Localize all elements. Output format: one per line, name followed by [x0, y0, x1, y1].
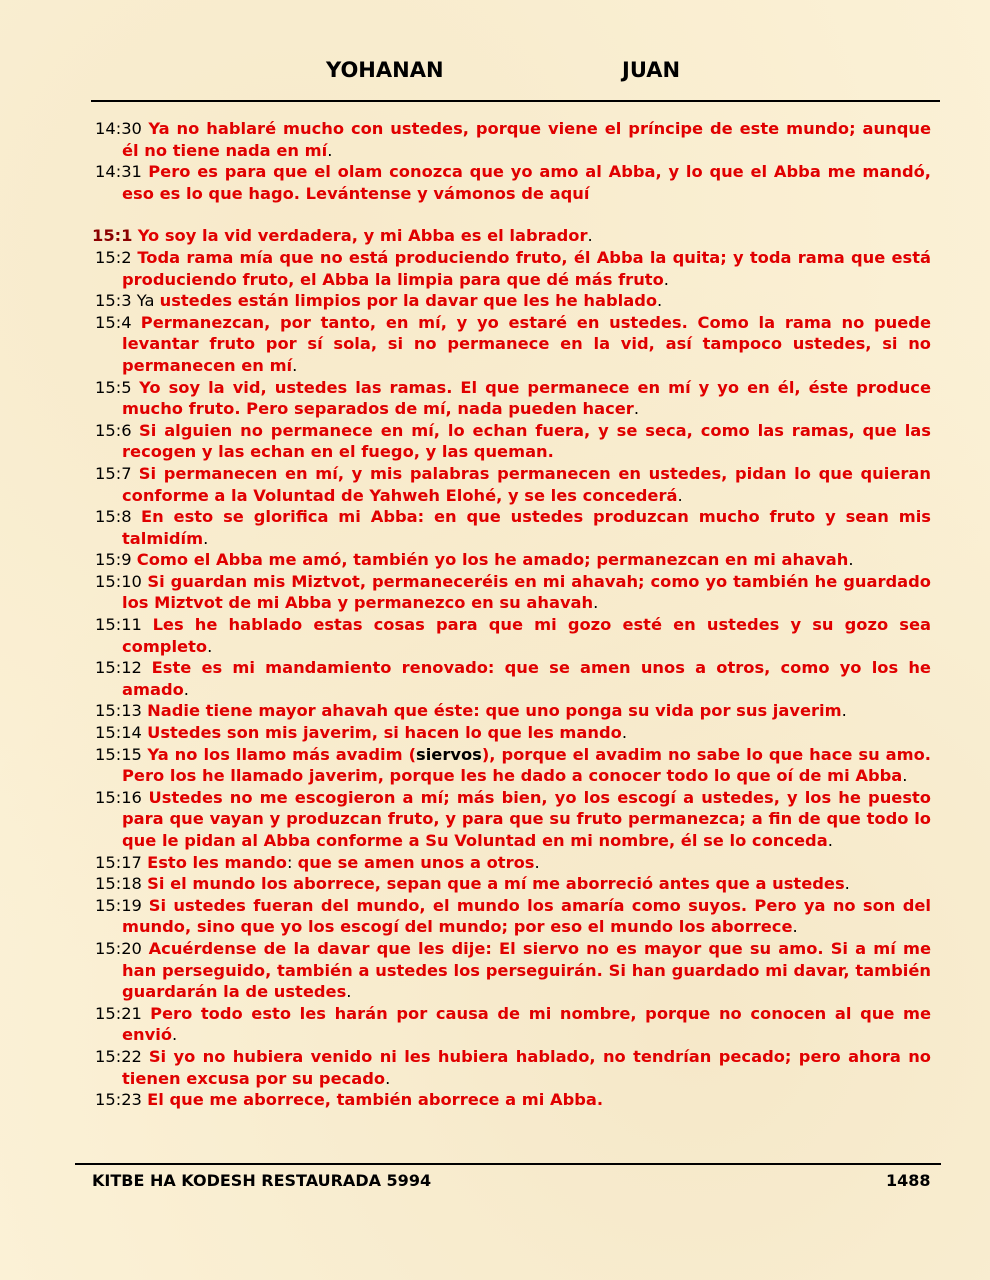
verse-reference: 14:31	[95, 162, 142, 182]
verse-end-punctuation: .	[534, 852, 540, 872]
verse-text: Si guardan mis Miztvot, permaneceréis en mi ahavah; como yo también he guardado los Miztvot de mi Abba y permanezco en su ahavah	[122, 571, 931, 613]
publication-title: KITBE HA KODESH RESTAURADA 5994	[92, 1171, 432, 1190]
verse-text: Yo soy la vid, ustedes las ramas. El que permanece en mí y yo en él, éste produce mucho fruto. Pero separados de mí, nada pueden hacer	[122, 377, 931, 419]
verse-end-punctuation: .	[633, 399, 640, 419]
verse-text: Les he hablado estas cosas para que mi gozo esté en ustedes y su gozo sea completo	[122, 615, 931, 656]
verse-gloss: siervos	[416, 744, 482, 764]
verse-text: Toda rama mía que no está produciendo fruto, él Abba la quita; y toda rama que está produciendo fruto, el Abba la limpia para que dé más fruto	[122, 247, 931, 289]
verse-text: Nadie tiene mayor ahavah que éste: que uno ponga su vida por sus javerim	[147, 701, 842, 721]
verse-text: Ustedes son mis javerim, si hacen lo que les mando	[147, 723, 622, 743]
verse-text: Si el mundo los aborrece, sepan que a mí me aborreció antes que a ustedes	[147, 874, 845, 894]
verse-reference: 15:2	[95, 247, 132, 267]
verse-reference: 15:6	[95, 420, 132, 440]
verse-15-8	[95, 506, 931, 549]
verse-15-9	[95, 549, 931, 571]
verse-15-6	[95, 420, 931, 463]
verse-reference: 14:30	[95, 119, 142, 138]
verse-text: Como el Abba me amó, también yo los he amado; permanezcan en mi ahavah	[136, 550, 849, 570]
verse-text: Esto les mando	[147, 852, 287, 872]
verse-reference: 15:11	[95, 615, 142, 635]
verse-end-punctuation: .	[292, 355, 298, 375]
verse-reference: 15:20	[95, 938, 142, 958]
verse-end-punctuation: .	[587, 226, 593, 246]
verse-15-23	[95, 1089, 931, 1111]
verse-end-punctuation: .	[657, 291, 663, 311]
verse-text: En esto se glorifica mi Abba: en que ustedes produzcan mucho fruto y sean mis talmidím	[122, 507, 931, 548]
verse-15-4	[95, 312, 931, 377]
verse-15-22	[95, 1046, 931, 1089]
verse-end-punctuation: .	[203, 528, 209, 548]
verse-reference: 15:14	[95, 723, 142, 743]
verse-end-punctuation: .	[677, 485, 683, 505]
verse-reference: 15:8	[95, 507, 132, 527]
book-title-spanish: JUAN	[622, 58, 681, 82]
verse-text: El que me aborrece, también aborrece a mi Abba.	[147, 1090, 604, 1110]
verse-text: Pero todo esto les harán por causa de mi nombre, porque no conocen al que me envió	[122, 1003, 931, 1045]
verse-15-21	[95, 1003, 931, 1046]
verse-text: Ya no hablaré mucho con ustedes, porque viene el príncipe de este mundo; aunque él no tiene nada en mí	[122, 119, 931, 160]
verse-reference: 15:10	[95, 571, 142, 591]
verse-reference: 15:18	[95, 874, 142, 894]
verse-15-16	[95, 787, 931, 852]
verse-text-continued: que se amen unos a otros	[297, 852, 535, 872]
verse-reference: 15:1	[92, 226, 133, 246]
verse-15-10	[95, 571, 931, 614]
verse-text: Si yo no hubiera venido ni les hubiera hablado, no tendrían pecado; pero ahora no tienen excusa por su pecado	[122, 1046, 931, 1088]
page-number: 1488	[886, 1171, 931, 1190]
verse-text: Ya no los llamo más avadim (	[147, 744, 417, 764]
verse-15-12	[95, 657, 931, 700]
verse-end-punctuation: .	[827, 831, 833, 850]
verse-end-punctuation: .	[346, 982, 352, 1002]
verse-text: Acuérdense de la davar que les dije: El siervo no es mayor que su amo. Si a mí me han perseguido, también a ustedes los perseguirán. Si han guardado mi davar, también guardarán la de ustedes	[122, 938, 931, 1002]
verse-reference: 15:12	[95, 658, 142, 678]
verse-text: Este es mi mandamiento renovado: que se amen unos a otros, como yo los he amado	[122, 658, 931, 699]
scripture-text	[92, 118, 931, 1111]
verse-reference: 15:15	[95, 744, 142, 764]
verse-end-punctuation: .	[621, 723, 628, 743]
verse-end-punctuation: .	[183, 679, 189, 699]
verse-15-14	[95, 722, 931, 744]
verse-end-punctuation: .	[848, 550, 854, 570]
verse-reference: 15:5	[95, 377, 132, 397]
verse-reference: 15:22	[95, 1046, 142, 1066]
verse-reference: 15:19	[95, 895, 142, 915]
verse-15-15	[95, 744, 931, 787]
verse-15-11	[95, 614, 931, 657]
verse-reference: 15:21	[95, 1003, 142, 1023]
verse-text: Si ustedes fueran del mundo, el mundo los amaría como suyos. Pero ya no son del mundo, sino que yo los escogí del mundo; por eso el mundo los aborrece	[122, 895, 931, 937]
verse-reference: 15:9	[95, 550, 132, 570]
header-divider	[91, 100, 940, 102]
verse-reference: 15:3	[95, 291, 132, 311]
verse-end-punctuation: .	[902, 766, 908, 786]
verse-reference: 15:16	[95, 787, 142, 807]
page-header	[0, 58, 990, 90]
verse-15-7	[95, 463, 931, 506]
verse-separator: :	[286, 852, 298, 872]
verse-text: Permanezcan, por tanto, en mí, y yo estaré en ustedes. Como la rama no puede levantar fruto por sí sola, si no permanece en la vid, así tampoco ustedes, si no permanecen en mí	[122, 312, 931, 375]
verse-end-punctuation: .	[663, 269, 669, 289]
verse-text: Yo soy la vid verdadera, y mi Abba es el labrador	[137, 226, 588, 246]
verse-end-punctuation: .	[792, 917, 798, 937]
verse-end-punctuation: .	[207, 636, 213, 656]
verse-end-punctuation: .	[593, 593, 599, 613]
verse-prefix: Ya	[136, 291, 160, 311]
verse-15-2	[95, 247, 931, 290]
verse-text: Pero es para que el olam conozca que yo amo al Abba, y lo que el Abba me mandó, eso es lo que hago. Levántense y vámonos de aquí	[122, 162, 931, 203]
verse-end-punctuation: .	[172, 1025, 178, 1045]
verse-15-19	[95, 895, 931, 938]
verse-15-13	[95, 700, 931, 722]
verse-15-18	[95, 873, 931, 895]
verse-15-3	[95, 290, 931, 312]
verse-end-punctuation: .	[844, 874, 850, 894]
footer-divider	[75, 1163, 941, 1165]
verse-15-20	[95, 938, 931, 1003]
verse-end-punctuation: .	[385, 1068, 391, 1088]
verse-end-punctuation: .	[327, 140, 333, 160]
verse-text: ustedes están limpios por la davar que les he hablado	[159, 291, 658, 311]
verse-14-30	[95, 118, 931, 161]
verse-reference: 15:13	[95, 701, 142, 721]
verse-end-punctuation: .	[841, 701, 847, 721]
verse-reference: 15:23	[95, 1090, 142, 1110]
verse-15-1	[92, 225, 931, 247]
verse-text: Ustedes no me escogieron a mí; más bien, yo los escogí a ustedes, y los he puesto para que vayan y produzcan fruto, y para que su fruto permanezca; a fin de que todo lo que le pidan al Abba conforme a Su Voluntad en mi nombre, él se lo conceda	[122, 787, 931, 850]
verse-text: Si permanecen en mí, y mis palabras permanecen en ustedes, pidan lo que quieran conforme a la Voluntad de Yahweh Elohé, y se les concederá	[122, 463, 931, 505]
verse-reference: 15:7	[95, 463, 132, 483]
verse-reference: 15:17	[95, 852, 142, 872]
verse-reference: 15:4	[95, 312, 132, 332]
verse-15-17	[95, 852, 931, 874]
verse-text: Si alguien no permanece en mí, lo echan fuera, y se seca, como las ramas, que las recogen y las echan en el fuego, y las queman.	[122, 420, 931, 462]
book-title-hebrew: YOHANAN	[326, 58, 444, 82]
verse-14-31	[95, 161, 931, 204]
verse-text-continued: ), porque el avadim no sabe lo que hace su amo. Pero los he llamado javerim, porque les he dado a conocer todo lo que oí de mi Abba	[122, 744, 931, 786]
verse-15-5	[95, 377, 931, 420]
